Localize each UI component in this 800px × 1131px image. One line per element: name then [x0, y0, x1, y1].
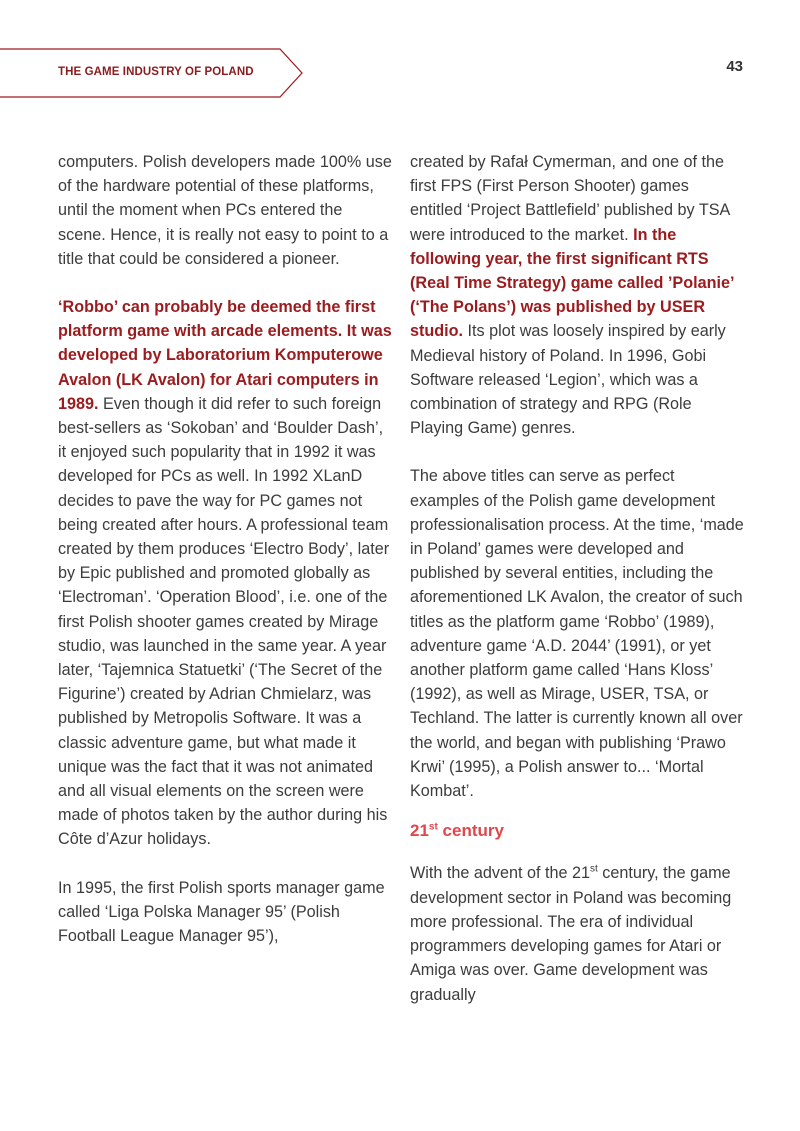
page-number: 43 — [726, 58, 743, 75]
paragraph-text: century, the game development sector in Poland was becoming more professional. The era of individual programmers developing games for Atari or Amiga was over. Game development was gradually — [410, 864, 732, 1004]
paragraph — [410, 464, 745, 803]
heading-superscript: st — [428, 821, 438, 833]
paragraph — [58, 295, 393, 852]
paragraph-text: Its plot was loosely inspired by early Medieval history of Poland. In 1996, Gobi Software released ‘Legion’, which was a combination of strategy and RPG (Role Playing Game) genres. — [410, 322, 726, 438]
paragraph-text: The above titles can serve as perfect examples of the Polish game development professionalisation process. At the time, ‘made in Poland’ games were developed and published by several entities, including the aforementioned LK Avalon, the creator of such titles as the platform game ‘Robbo’ (1989), adventure game ‘A.D. 2044’ (1991), or yet another platform game called ‘Hans Kloss’ (1992), as well as Mirage, USER, TSA, or Techland. The latter is currently known all over the world, and began with publishing ‘Prawo Krwi’ (1995), a Polish answer to... ‘Mortal Kombat’. — [410, 467, 744, 801]
paragraph-text: computers. Polish developers made 100% use of the hardware potential of these platforms, until the moment when PCs entered the scene. Hence, it is really not easy to point to a title that could be considered a pioneer. — [58, 153, 392, 268]
paragraph — [410, 861, 745, 1006]
paragraph-text: In 1995, the first Polish sports manager game called ‘Liga Polska Manager 95’ (Polish Football League Manager 95’), — [58, 878, 385, 946]
paragraph — [58, 876, 393, 949]
right-column — [410, 150, 745, 1007]
heading-text: century — [437, 821, 504, 841]
section-heading — [410, 819, 745, 843]
paragraph — [410, 150, 745, 440]
paragraph — [58, 150, 393, 271]
paragraph-text: With the advent of the 21 — [410, 864, 590, 883]
running-header-title: THE GAME INDUSTRY OF POLAND — [58, 66, 254, 78]
superscript: st — [589, 864, 598, 876]
left-column — [58, 150, 393, 948]
heading-number: 21 — [410, 821, 429, 841]
paragraph-text: Even though it did refer to such foreign best-sellers as ‘Sokoban’ and ‘Boulder Dash’, it enjoyed such popularity that in 1992 it was developed for PCs as well. In 1992 XLanD decides to pave the way for PC games not being created after hours. A professional team created by them produces ‘Electro Body’, later by Epic published and promoted globally as ‘Electroman’. ‘Operation Blood’, i.e. one of the first Polish shooter games created by Mirage studio, was launched in the same year. A year later, ‘Tajemnica Statuetki’ (‘The Secret of the Figurine’) created by Adrian Chmielarz, was published by Metropolis Software. It was a classic adventure game, but what made it unique was the fact that it was not animated and all visual elements on the screen were made of photos taken by the author during his Côte d’Azur holidays. — [58, 394, 390, 849]
paragraph-text: created by Rafał Cymerman, and one of the first FPS (First Person Shooter) games entitled ‘Project Battlefield’ published by TSA were introduced to the market. — [410, 153, 730, 244]
highlighted-text: In the following year, the first significant RTS (Real Time Strategy) game called ’Polanie’ (‘The Polans’) was published by USER studio. — [410, 225, 734, 341]
highlighted-text: ‘Robbo’ can probably be deemed the first platform game with arcade elements. It was developed by Laboratorium Komputerowe Avalon (LK Avalon) for Atari computers in 1989. — [58, 298, 392, 413]
